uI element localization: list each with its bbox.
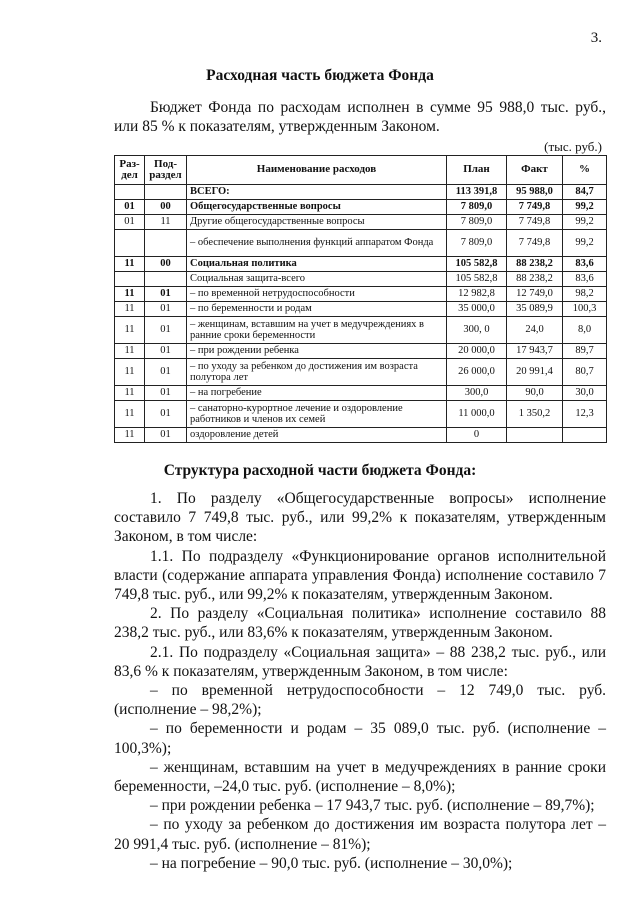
cell-plan: 113 391,8	[447, 185, 507, 200]
cell-name: Социальная защита-всего	[187, 272, 447, 287]
list-item: – по беременности и родам – 35 089,0 тыс. руб. (исполнение – 100,3%);	[114, 720, 606, 757]
cell-name: – по временной нетрудоспособности	[187, 287, 447, 302]
cell-podrazdel: 00	[145, 200, 187, 215]
table-row	[115, 302, 607, 317]
cell-fakt: 7 749,8	[507, 230, 563, 257]
cell-razdel: 11	[115, 344, 145, 359]
cell-pct: 98,2	[563, 287, 607, 302]
cell-name: – обеспечение выполнения функций аппаратом Фонда	[187, 230, 447, 257]
cell-pct: 99,2	[563, 200, 607, 215]
cell-name: Социальная политика	[187, 257, 447, 272]
cell-plan: 20 000,0	[447, 344, 507, 359]
cell-razdel: 11	[115, 257, 145, 272]
cell-razdel: 11	[115, 428, 145, 443]
table-row	[115, 386, 607, 401]
cell-pct: 99,2	[563, 230, 607, 257]
cell-razdel	[115, 230, 145, 257]
cell-name: Другие общегосударственные вопросы	[187, 215, 447, 230]
cell-name: – по уходу за ребенком до достижения им возраста полутора лет	[187, 359, 447, 386]
cell-razdel: 01	[115, 215, 145, 230]
cell-razdel: 11	[115, 287, 145, 302]
cell-pct: 84,7	[563, 185, 607, 200]
cell-podrazdel	[145, 230, 187, 257]
header-podrazdel: Под-раздел	[145, 156, 187, 185]
page-title: Расходная часть бюджета Фонда	[206, 67, 434, 84]
units-label: (тыс. руб.)	[544, 139, 602, 154]
cell-pct: 8,0	[563, 317, 607, 344]
list-item: – при рождении ребенка – 17 943,7 тыс. руб. (исполнение – 89,7%);	[150, 797, 595, 815]
table-row	[115, 428, 607, 443]
cell-pct: 30,0	[563, 386, 607, 401]
cell-plan: 105 582,8	[447, 272, 507, 287]
cell-pct: 83,6	[563, 257, 607, 272]
cell-podrazdel: 01	[145, 287, 187, 302]
cell-podrazdel	[145, 185, 187, 200]
paragraph: 1. По разделу «Общегосударственные вопросы» исполнение составило 7 749,8 тыс. руб., или 99,2% к показателям, утвержденным Законом, в том числе:	[114, 490, 606, 546]
list-item: – по уходу за ребенком до достижения им возраста полутора лет – 20 991,4 тыс. руб. (исполнение – 81%);	[114, 816, 606, 853]
intro-paragraph: Бюджет Фонда по расходам исполнен в сумме 95 988,0 тыс. руб., или 85 % к показателям, утвержденным Законом.	[114, 99, 606, 135]
cell-plan: 7 809,0	[447, 215, 507, 230]
cell-plan: 26 000,0	[447, 359, 507, 386]
list-item: – женщинам, вставшим на учет в медучреждениях в ранние сроки беременности, –24,0 тыс. руб. (исполнение – 8,0%);	[114, 758, 606, 796]
header-pct: %	[563, 156, 607, 185]
cell-podrazdel: 01	[145, 359, 187, 386]
table-row	[115, 200, 607, 215]
cell-fakt: 90,0	[507, 386, 563, 401]
cell-plan: 300, 0	[447, 317, 507, 344]
cell-fakt	[507, 428, 563, 443]
header-fakt: Факт	[507, 156, 563, 185]
cell-name: ВСЕГО:	[187, 185, 447, 200]
cell-plan: 11 000,0	[447, 401, 507, 428]
cell-pct: 80,7	[563, 359, 607, 386]
header-name: Наименование расходов	[187, 156, 447, 185]
header-plan: План	[447, 156, 507, 185]
table-row	[115, 344, 607, 359]
cell-razdel: 11	[115, 401, 145, 428]
table-row	[115, 401, 607, 428]
page-number: 3.	[590, 30, 602, 46]
cell-name: – по беременности и родам	[187, 302, 447, 317]
cell-fakt: 1 350,2	[507, 401, 563, 428]
cell-pct: 12,3	[563, 401, 607, 428]
paragraph: 2.1. По подразделу «Социальная защита» – 88 238,2 тыс. руб., или 83,6 % к показателям, утвержденным Законом, в том числе:	[114, 643, 606, 680]
table-header-row	[115, 156, 607, 185]
cell-plan: 0	[447, 428, 507, 443]
cell-plan: 105 582,8	[447, 257, 507, 272]
cell-fakt: 24,0	[507, 317, 563, 344]
table-row	[115, 257, 607, 272]
section-title: Структура расходной части бюджета Фонда:	[163, 462, 477, 479]
cell-fakt: 88 238,2	[507, 272, 563, 287]
table-row	[115, 359, 607, 386]
cell-fakt: 12 749,0	[507, 287, 563, 302]
cell-podrazdel: 11	[145, 215, 187, 230]
table-row	[115, 230, 607, 257]
table-row	[115, 272, 607, 287]
cell-plan: 7 809,0	[447, 200, 507, 215]
cell-pct	[563, 428, 607, 443]
cell-razdel	[115, 272, 145, 287]
cell-fakt: 7 749,8	[507, 215, 563, 230]
cell-fakt: 95 988,0	[507, 185, 563, 200]
paragraph: 2. По разделу «Социальная политика» исполнение составило 88 238,2 тыс. руб., или 83,6% к показателям, утвержденным Законом.	[114, 605, 606, 642]
cell-plan: 12 982,8	[447, 287, 507, 302]
header-razdel: Раз-дел	[115, 156, 145, 185]
cell-fakt: 35 089,9	[507, 302, 563, 317]
cell-name: – санаторно-курортное лечение и оздоровление работников и членов их семей	[187, 401, 447, 428]
cell-podrazdel: 01	[145, 302, 187, 317]
cell-name: – женщинам, вставшим на учет в медучреждениях в ранние сроки беременности	[187, 317, 447, 344]
paragraph: 1.1. По подразделу «Функционирование органов исполнительной власти (содержание аппарата управления Фонда) исполнение составило 7 749,8 тыс. руб., или 99,2% к показателям, утвержденным Законом.	[114, 547, 606, 604]
cell-fakt: 7 749,8	[507, 200, 563, 215]
cell-podrazdel: 01	[145, 344, 187, 359]
cell-podrazdel: 01	[145, 317, 187, 344]
cell-plan: 300,0	[447, 386, 507, 401]
table-row	[115, 215, 607, 230]
cell-fakt: 17 943,7	[507, 344, 563, 359]
table-row	[115, 317, 607, 344]
body-text	[114, 489, 606, 873]
cell-name: – при рождении ребенка	[187, 344, 447, 359]
cell-pct: 100,3	[563, 302, 607, 317]
cell-name: Общегосударственные вопросы	[187, 200, 447, 215]
cell-podrazdel: 01	[145, 428, 187, 443]
cell-pct: 83,6	[563, 272, 607, 287]
cell-pct: 89,7	[563, 344, 607, 359]
cell-plan: 7 809,0	[447, 230, 507, 257]
cell-podrazdel: 00	[145, 257, 187, 272]
cell-fakt: 20 991,4	[507, 359, 563, 386]
cell-razdel: 11	[115, 386, 145, 401]
list-item: – на погребение – 90,0 тыс. руб. (исполнение – 30,0%);	[150, 854, 513, 872]
cell-razdel: 01	[115, 200, 145, 215]
cell-razdel: 11	[115, 359, 145, 386]
cell-podrazdel: 01	[145, 401, 187, 428]
cell-razdel: 11	[115, 302, 145, 317]
expenditure-table	[114, 155, 607, 443]
cell-pct: 99,2	[563, 215, 607, 230]
cell-name: оздоровление детей	[187, 428, 447, 443]
table-row	[115, 185, 607, 200]
cell-fakt: 88 238,2	[507, 257, 563, 272]
cell-razdel: 11	[115, 317, 145, 344]
cell-podrazdel	[145, 272, 187, 287]
cell-razdel	[115, 185, 145, 200]
table-row	[115, 287, 607, 302]
cell-plan: 35 000,0	[447, 302, 507, 317]
list-item: – по временной нетрудоспособности – 12 749,0 тыс. руб. (исполнение – 98,2%);	[114, 682, 606, 719]
cell-podrazdel: 01	[145, 386, 187, 401]
cell-name: – на погребение	[187, 386, 447, 401]
